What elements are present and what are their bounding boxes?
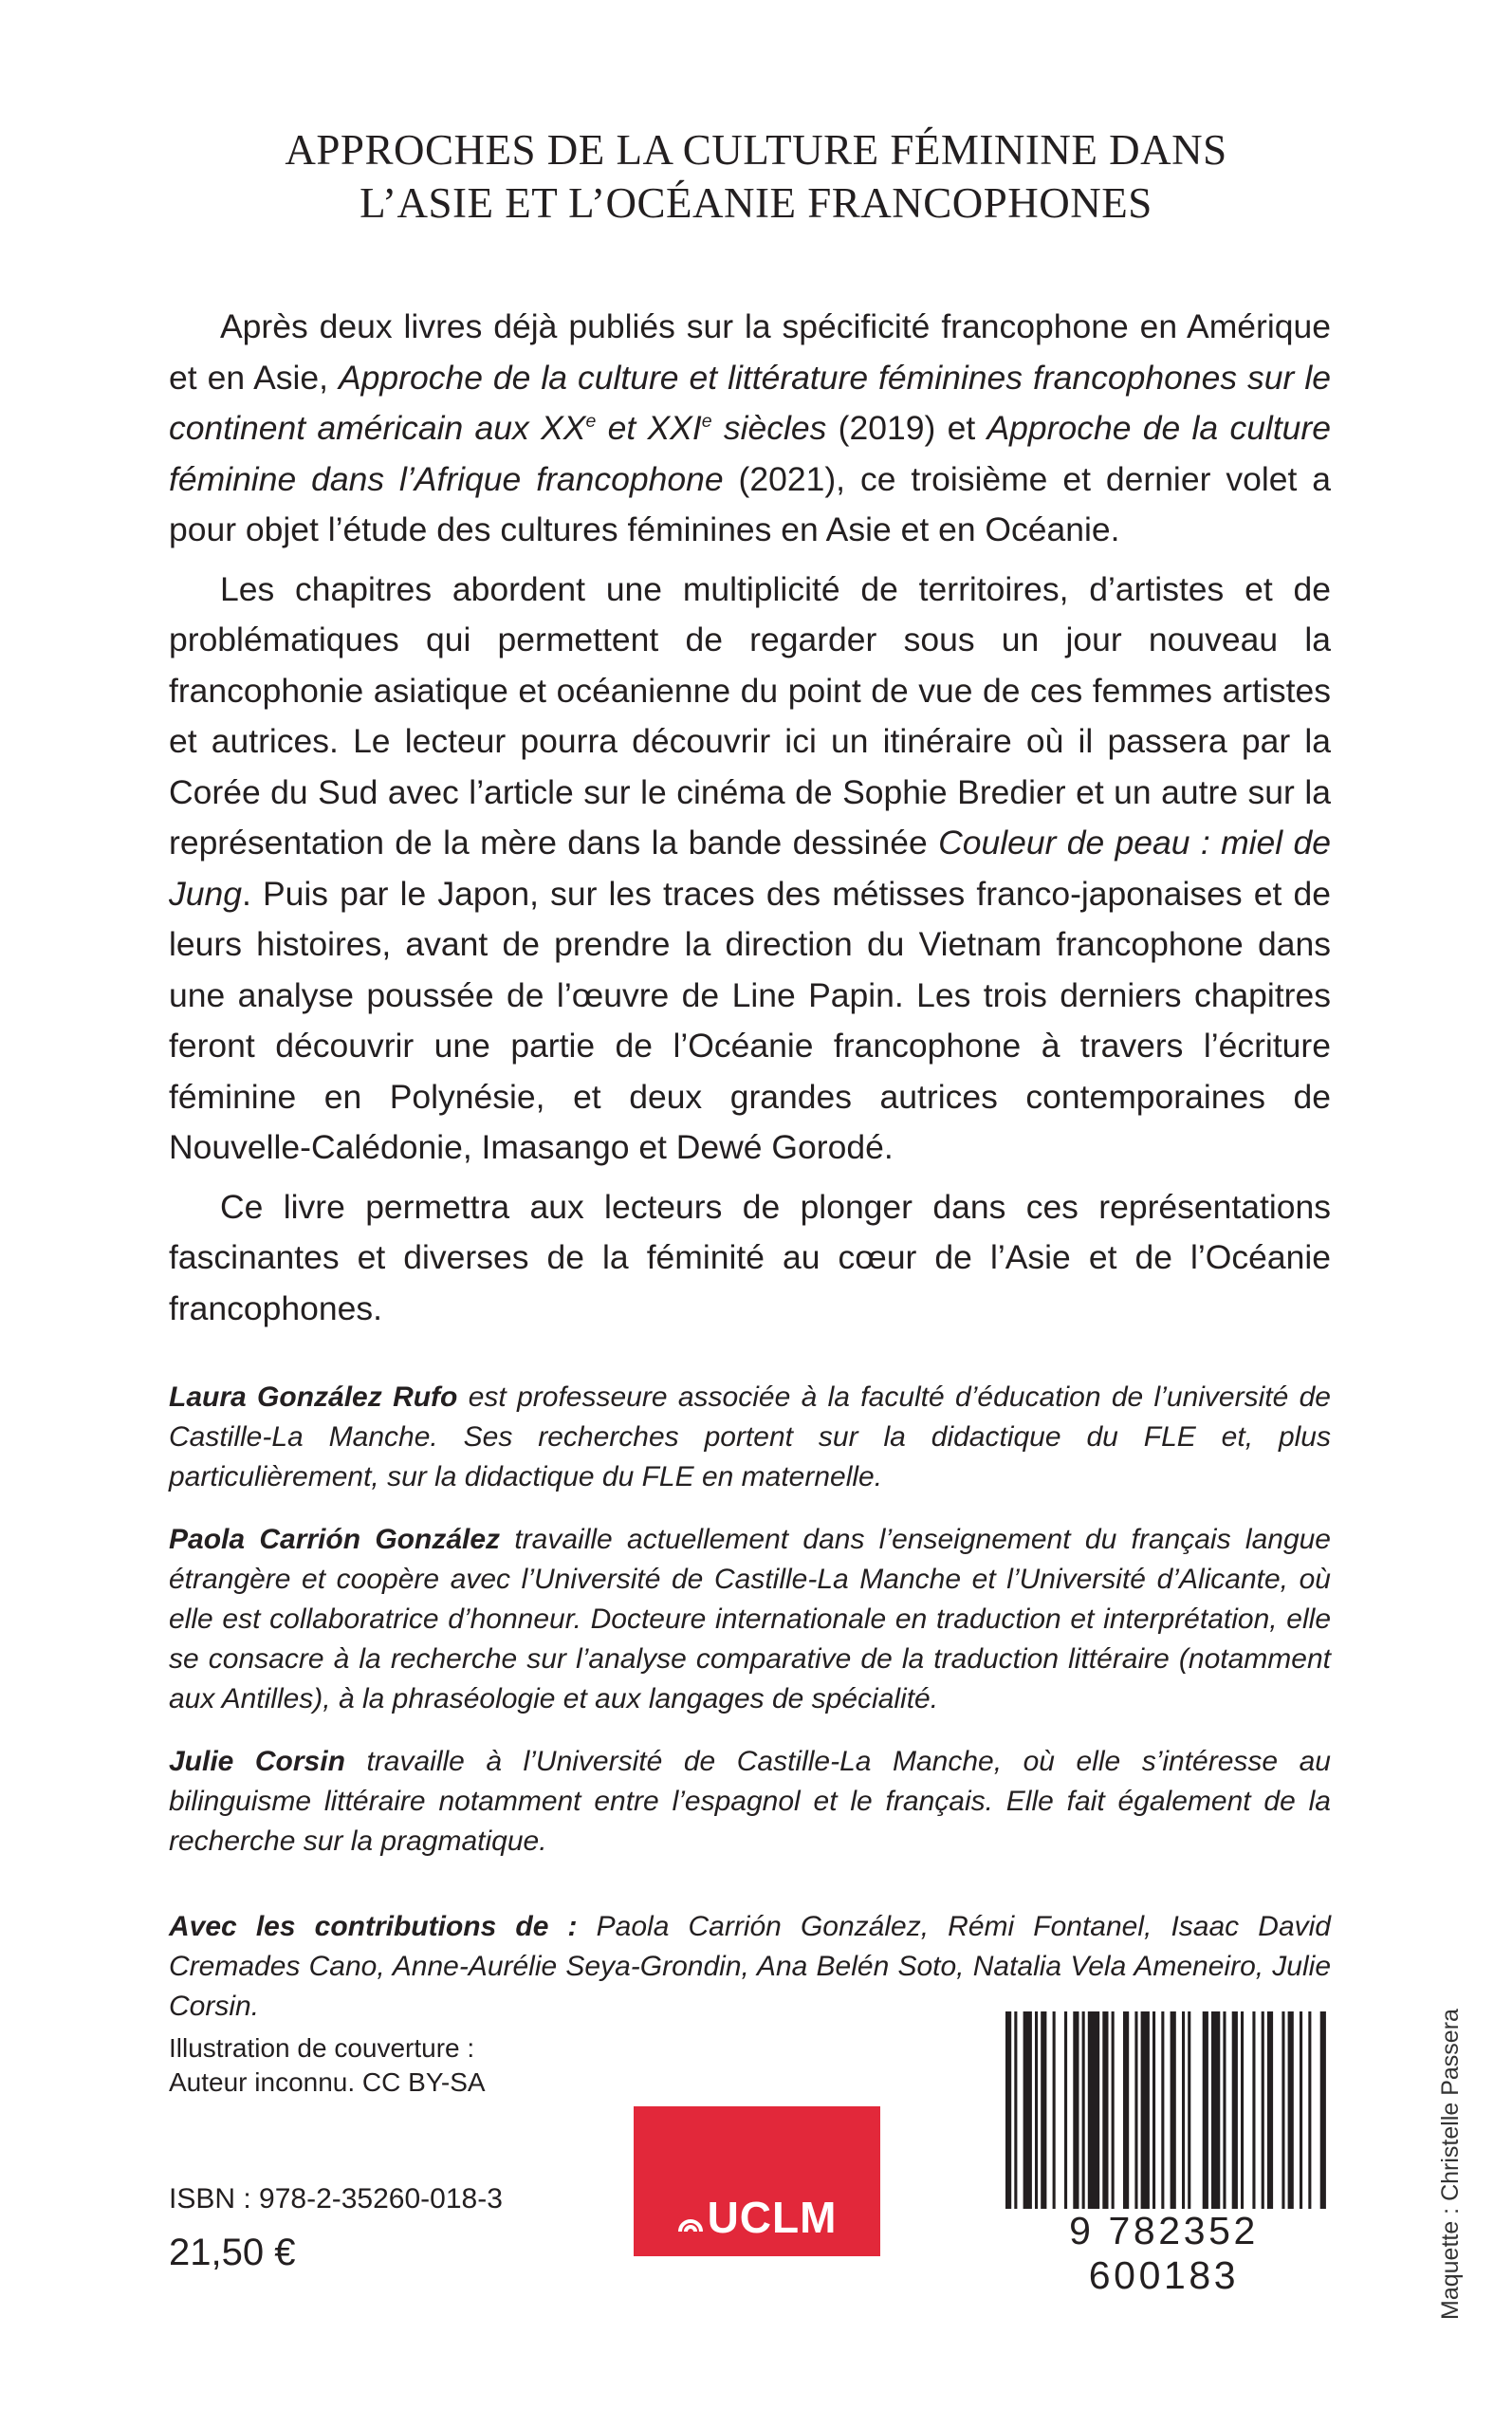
credits-line: Auteur inconnu. CC BY-SA [169,2067,486,2097]
book-reference: Approche de la culture féminine dans l’Afrique francophone [169,409,1331,498]
summary-paragraph-3: Ce livre permettra aux lecteurs de plonger dans ces représentations fascinantes et diverses de la féminité au cœur de l’Asie et de l’Océanie francophones. [169,1187,1331,1327]
contributors [169,1907,1331,2027]
author-description: est professeure associée à la faculté d’éducation de l’université de Castille-La Manche. Ses recherches portent sur la didactique du FLE et, plus particulièrement, sur la didactique du FLE en maternelle. [169,1381,1331,1492]
author-name: Julie Corsin [169,1746,345,1777]
uclm-emblem-icon [677,2209,704,2235]
author-name: Paola Carrión González [169,1524,501,1555]
author-bios [169,1378,1331,2049]
uclm-logo-text: UCLM [707,2193,838,2242]
contributors-list: Paola Carrión González, Rémi Fontanel, Isaac David Cremades Cano, Anne-Aurélie Seya-Grondin, Ana Belén Soto, Natalia Vela Ameneiro, Julie Corsin. [169,1911,1331,2022]
author-name: Laura González Rufo [169,1381,458,1413]
price: 21,50 € [169,2232,296,2273]
isbn: ISBN : 978-2-35260-018-3 [169,2183,503,2214]
author-bio [169,1378,1331,1497]
summary-paragraph-2 [169,565,1331,1174]
author-description: travaille à l’Université de Castille-La Manche, où elle s’intéresse au bilinguisme littéraire notamment entre l’espagnol et le français. Elle fait également de la recherche sur la pragmatique. [169,1746,1331,1857]
summary-paragraph-1 [169,302,1331,556]
book-reference: Couleur de peau : miel de Jung [169,824,1331,913]
cover-credits [169,2031,567,2100]
book-reference: Approche de la culture et littérature féminines francophones sur le continent américain aux XXe et XXIe siècles [169,358,1331,447]
author-description: travaille actuellement dans l’enseignement du français langue étrangère et coopère avec l’Université de Castille-La Manche et l’Université d’Alicante, où elle est collaboratrice d’honneur. Docteure internationale en traduction et interprétation, elle se consacre à la recherche sur l’analyse comparative de la traduction littéraire (notamment aux Antilles), à la phraséologie et aux langages de spécialité. [169,1524,1331,1714]
title-line-1: APPROCHES DE LA CULTURE FÉMININE DANS [285,126,1227,174]
contributors-label: Avec les contributions de : [169,1911,578,1942]
barcode-digits: 9 782352 600183 [998,2209,1330,2298]
summary [169,302,1331,1343]
summary-text: . Puis par le Japon, sur les traces des métisses franco-japonaises et de leurs histoires, avant de prendre la direction du Vietnam francophone dans une analyse poussée de l’œuvre de Line Papin. Les trois derniers chapitres feront découvrir une partie de l’Océanie francophone à travers l’écriture féminine en Polynésie, et deux grandes autrices contemporaines de Nouvelle-Calédonie, Imasango et Dewé Gorodé. [169,874,1331,1166]
book-title [114,123,1398,230]
summary-text: Après deux livres déjà publiés sur la spécificité francophone en Amérique et en Asie, [169,307,1331,397]
summary-text: Les chapitres abordent une multiplicité de territoires, d’artistes et de problématiques qui permettent de regarder sous un jour nouveau la francophonie asiatique et océanienne du point de vue de ces femmes artistes et autrices. Le lecteur pourra découvrir ici un itinéraire où il passera par la Corée du Sud avec l’article sur le cinéma de Sophie Bredier et un autre sur la représentation de la mère dans la bande dessinée [169,569,1331,862]
summary-text: (2019) et [826,409,987,447]
credits-line: Illustration de couverture : [169,2033,475,2063]
layout-credit: Maquette : Christelle Passera [1437,2009,1464,2320]
summary-text: (2021), ce troisième et dernier volet a pour objet l’étude des cultures féminines en Asie et en Océanie. [169,459,1331,548]
title-line-2: L’ASIE ET L’OCÉANIE FRANCOPHONES [360,179,1152,227]
author-bio [169,1742,1331,1862]
uclm-logo [634,2106,880,2256]
author-bio [169,1520,1331,1719]
